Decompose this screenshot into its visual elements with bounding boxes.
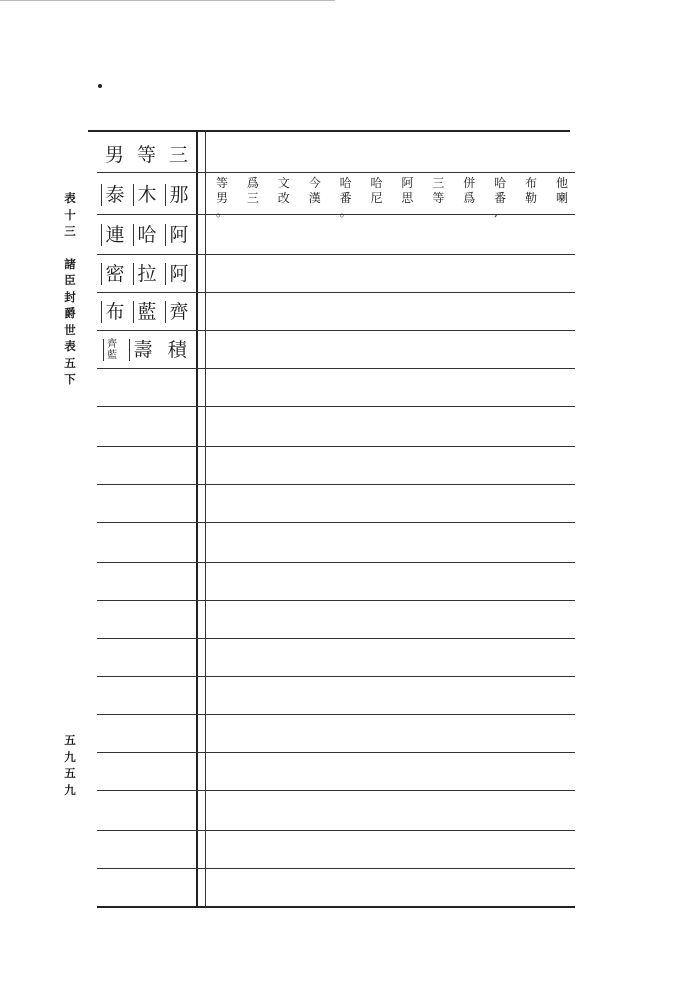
note-column <box>550 176 574 212</box>
row-rule <box>97 830 575 831</box>
row-rule <box>97 522 575 523</box>
page-number <box>62 732 78 798</box>
note-column <box>303 176 327 212</box>
row-rule <box>97 752 575 753</box>
name-cell <box>97 255 193 293</box>
row-rule <box>97 446 575 447</box>
name-char: 木 <box>133 184 156 206</box>
row-rule <box>97 406 575 407</box>
note-column <box>272 176 296 212</box>
note-column-text: 併 爲 <box>463 176 476 205</box>
row-rule <box>97 714 575 715</box>
row-rule <box>97 790 575 791</box>
note-column-text: 哈 番 , <box>494 176 507 219</box>
page-number-char: 五 <box>64 733 76 747</box>
row-rule <box>97 600 575 601</box>
row-rule <box>97 868 575 869</box>
row-rule <box>97 638 575 639</box>
name-char: 藍 <box>133 301 156 323</box>
row-rule <box>97 676 575 677</box>
note-column-text: 阿 思 <box>401 176 414 205</box>
ink-dot <box>98 84 102 88</box>
column-divider-right <box>205 130 206 908</box>
margin-char: 下 <box>64 372 76 386</box>
name-char: 連 <box>101 224 124 246</box>
margin-char: 臣 <box>64 273 76 287</box>
margin-char: 世 <box>64 322 76 337</box>
name-char: 布 <box>101 301 124 323</box>
name-cell <box>97 331 193 369</box>
margin-char: 表 <box>64 191 76 205</box>
name-twochar-char: 齊 <box>107 339 118 350</box>
note-column-text: 三 等 <box>432 176 445 205</box>
note-column-text: 今 漢 <box>308 176 321 205</box>
note-column-text: 布 勒 <box>525 176 538 205</box>
header-char: 三 <box>168 144 188 166</box>
table-bottom-rule <box>97 906 575 908</box>
name-char: 泰 <box>101 184 124 206</box>
margin-char: 五 <box>64 355 76 370</box>
note-column-text: 爲 三 <box>246 176 259 205</box>
name-char: 阿 <box>165 263 188 285</box>
note-column-text: 哈 尼 <box>370 176 383 205</box>
note-column <box>210 176 234 219</box>
margin-char: 封 <box>64 289 76 304</box>
note-column <box>488 176 512 219</box>
name-char: 哈 <box>133 224 156 246</box>
page-number-char: 九 <box>64 749 76 764</box>
name-char: 阿 <box>165 224 188 246</box>
name-char: 齊 <box>165 301 188 323</box>
annotation-note <box>210 176 574 219</box>
note-column <box>426 176 450 212</box>
header-char: 男 <box>104 144 124 166</box>
note-column <box>241 176 265 212</box>
header-cell <box>97 136 193 174</box>
name-twochar-char: 藍 <box>107 350 118 361</box>
row-rule <box>97 562 575 563</box>
page-number-char: 五 <box>64 766 76 780</box>
margin-char: 爵 <box>64 306 76 320</box>
table-top-rule <box>88 130 570 132</box>
margin-char: 諸 <box>64 256 76 271</box>
scan-edge-rule <box>0 0 335 1</box>
note-column <box>334 176 358 219</box>
name-char: 壽 <box>129 339 152 361</box>
note-column <box>457 176 481 212</box>
note-column-text: 他 喇 <box>555 176 568 205</box>
name-twochar-text <box>107 339 117 361</box>
note-column <box>519 176 543 212</box>
page-number-char: 九 <box>64 782 76 797</box>
column-divider-left <box>196 130 198 908</box>
margin-char: 十 <box>64 207 76 222</box>
note-column-text: 文 改 <box>277 176 290 205</box>
name-char: 那 <box>165 184 188 206</box>
name-char: 積 <box>167 339 187 361</box>
name-char: 密 <box>101 263 124 285</box>
name-twochar <box>103 339 117 361</box>
note-column <box>365 176 389 212</box>
name-cell <box>97 216 193 254</box>
note-column <box>395 176 419 212</box>
name-char: 拉 <box>133 263 156 285</box>
note-column-text: 哈 番 。 <box>339 176 352 219</box>
margin-char: 表 <box>64 339 76 353</box>
row-rule <box>97 484 575 485</box>
margin-title <box>62 190 78 388</box>
note-column-text: 等 男 。 <box>215 176 228 219</box>
name-cell <box>97 293 193 331</box>
header-char: 等 <box>136 144 156 166</box>
name-cell <box>97 176 193 214</box>
margin-char: 三 <box>64 224 76 238</box>
